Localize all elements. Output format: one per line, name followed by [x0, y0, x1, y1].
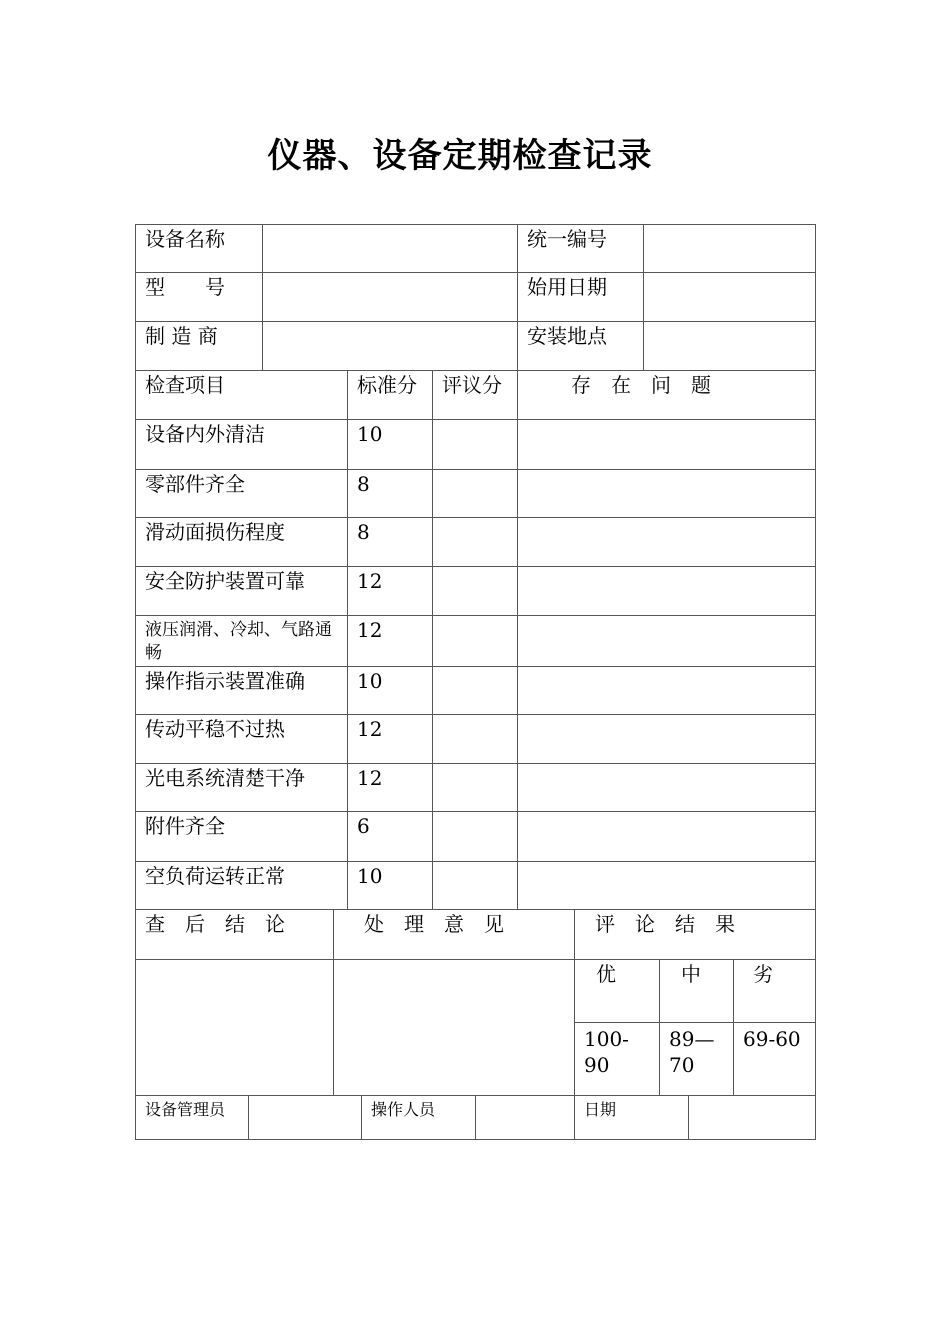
after-check-conclusion-header: 查 后 结 论 [135, 909, 334, 960]
standard-score-header: 标准分 [347, 370, 433, 420]
grade-range: 69-60 [733, 1022, 816, 1096]
start-date-label: 始用日期 [517, 272, 644, 322]
serial-label: 统一编号 [517, 224, 644, 273]
operator-label: 操作人员 [361, 1095, 476, 1140]
check-item-issues-field[interactable] [517, 763, 816, 812]
check-item-issues-field[interactable] [517, 615, 816, 667]
check-item-issues-field[interactable] [517, 714, 816, 764]
model-field[interactable] [262, 272, 518, 322]
grade-label: 优 [574, 959, 660, 1023]
check-item-issues-field[interactable] [517, 861, 816, 910]
check-item-score-field[interactable] [432, 861, 518, 910]
grade-range: 100-90 [574, 1022, 660, 1096]
serial-field[interactable] [643, 224, 816, 273]
device-name-label: 设备名称 [135, 224, 263, 273]
check-item-score-field[interactable] [432, 566, 518, 616]
check-item-standard: 6 [347, 811, 433, 862]
check-item-standard: 12 [347, 763, 433, 812]
review-result-header: 评 论 结 果 [574, 909, 816, 960]
device-name-field[interactable] [262, 224, 518, 273]
location-field[interactable] [643, 321, 816, 371]
manager-label: 设备管理员 [135, 1095, 249, 1140]
manager-field[interactable] [248, 1095, 362, 1140]
check-item-score-field[interactable] [432, 811, 518, 862]
check-item-standard: 12 [347, 566, 433, 616]
check-item-issues-field[interactable] [517, 419, 816, 470]
review-score-header: 评议分 [432, 370, 518, 420]
check-item-name: 零部件齐全 [135, 469, 348, 518]
location-label: 安装地点 [517, 321, 644, 371]
check-item-name: 空负荷运转正常 [135, 861, 348, 910]
start-date-field[interactable] [643, 272, 816, 322]
check-item-score-field[interactable] [432, 615, 518, 667]
check-item-score-field[interactable] [432, 517, 518, 567]
check-item-name: 安全防护装置可靠 [135, 566, 348, 616]
check-item-score-field[interactable] [432, 666, 518, 715]
check-item-score-field[interactable] [432, 419, 518, 470]
handling-opinion-field[interactable] [333, 959, 575, 1096]
check-item-name: 传动平稳不过热 [135, 714, 348, 764]
check-item-name: 滑动面损伤程度 [135, 517, 348, 567]
maker-field[interactable] [262, 321, 518, 371]
operator-field[interactable] [475, 1095, 575, 1140]
date-field[interactable] [688, 1095, 816, 1140]
maker-label: 制 造 商 [135, 321, 263, 371]
check-item-standard: 10 [347, 666, 433, 715]
check-item-name: 设备内外清洁 [135, 419, 348, 470]
check-item-name: 附件齐全 [135, 811, 348, 862]
check-item-header: 检查项目 [135, 370, 348, 420]
check-item-score-field[interactable] [432, 763, 518, 812]
model-label: 型 号 [135, 272, 263, 322]
grade-label: 劣 [733, 959, 816, 1023]
check-item-standard: 12 [347, 714, 433, 764]
date-label: 日期 [574, 1095, 689, 1140]
check-item-issues-field[interactable] [517, 469, 816, 518]
check-item-standard: 8 [347, 469, 433, 518]
grade-range: 89—70 [659, 1022, 734, 1096]
check-item-name: 液压润滑、冷却、气路通畅 [135, 615, 348, 667]
after-check-conclusion-field[interactable] [135, 959, 334, 1096]
page-title: 仪器、设备定期检查记录 [267, 136, 653, 176]
issues-header: 存 在 问 题 [517, 370, 816, 420]
check-item-issues-field[interactable] [517, 517, 816, 567]
check-item-issues-field[interactable] [517, 566, 816, 616]
check-item-name: 操作指示装置准确 [135, 666, 348, 715]
grade-label: 中 [659, 959, 734, 1023]
check-item-standard: 10 [347, 861, 433, 910]
check-item-standard: 12 [347, 615, 433, 667]
check-item-name: 光电系统清楚干净 [135, 763, 348, 812]
check-item-standard: 10 [347, 419, 433, 470]
check-item-issues-field[interactable] [517, 811, 816, 862]
check-item-score-field[interactable] [432, 714, 518, 764]
handling-opinion-header: 处 理 意 见 [333, 909, 575, 960]
check-item-standard: 8 [347, 517, 433, 567]
check-item-score-field[interactable] [432, 469, 518, 518]
check-item-issues-field[interactable] [517, 666, 816, 715]
